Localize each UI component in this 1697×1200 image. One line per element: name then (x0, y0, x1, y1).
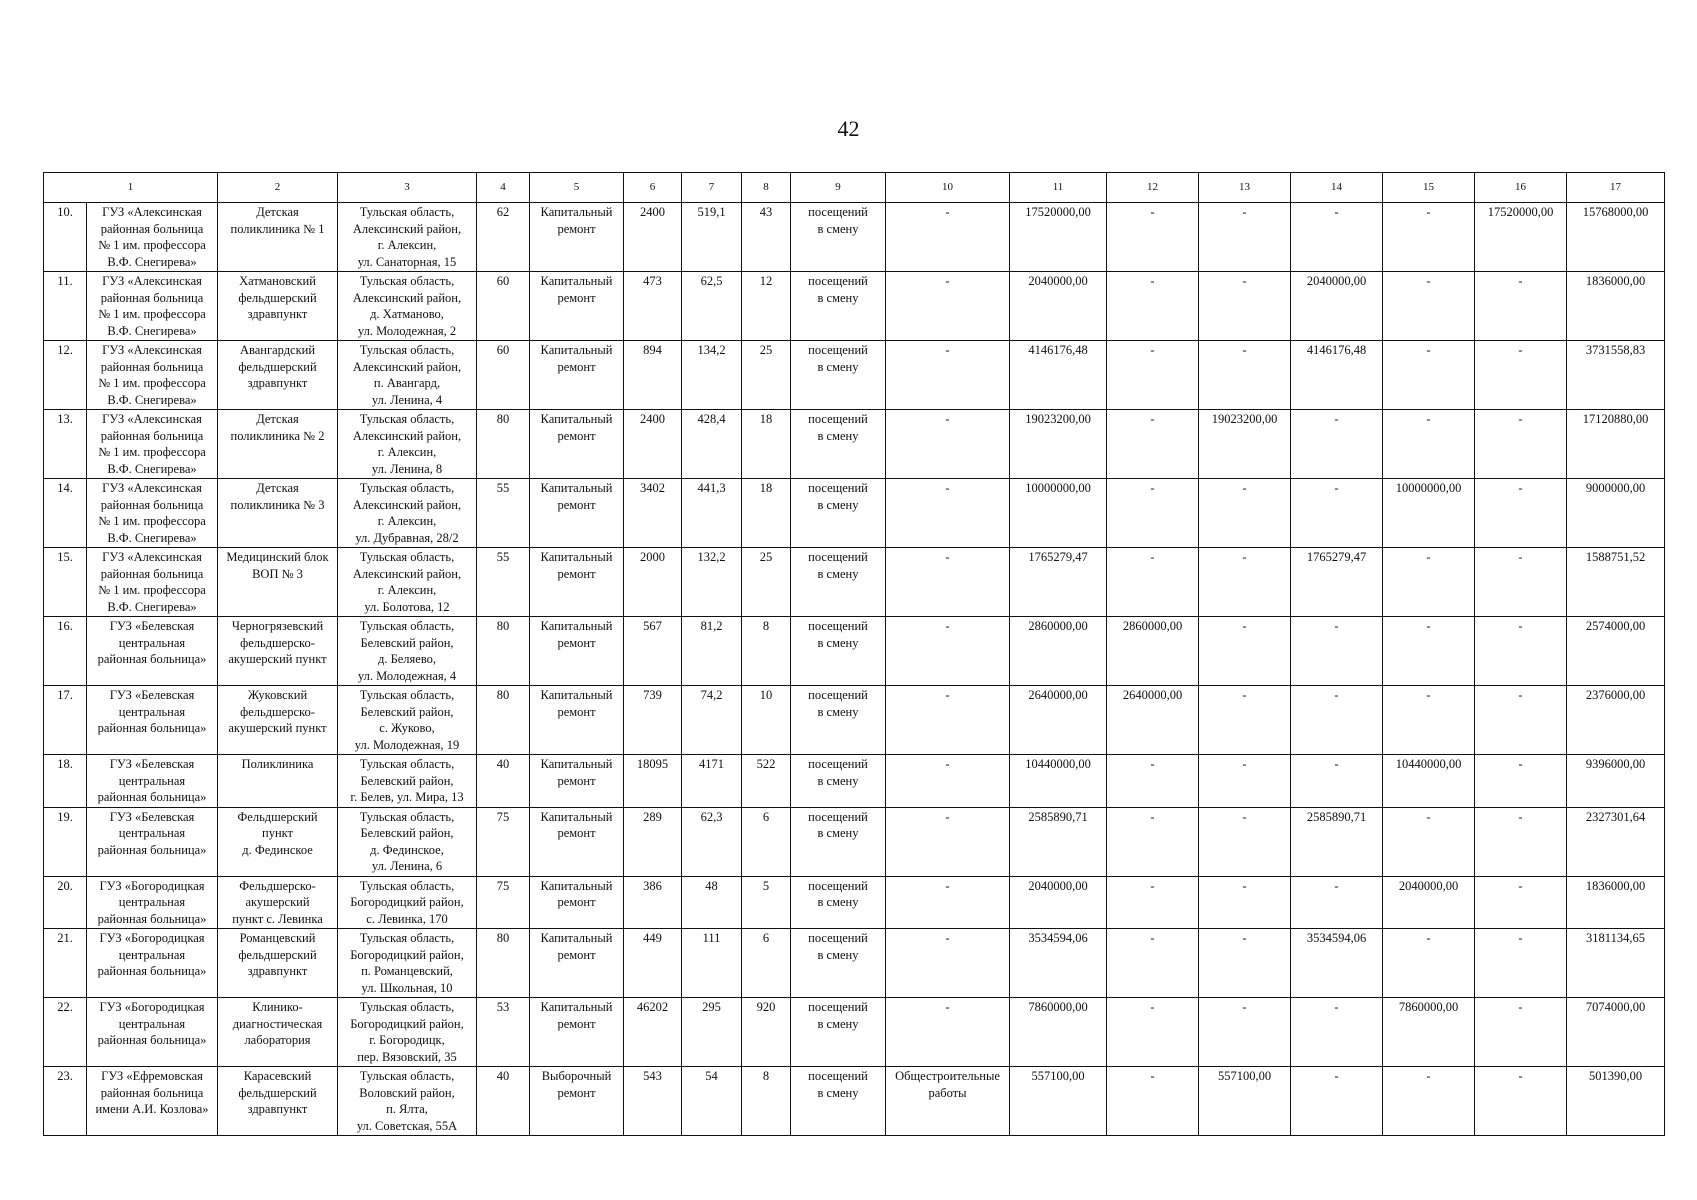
organization-cell: ГУЗ «Белевская центральная районная больница» (87, 755, 218, 808)
area-cell: 18095 (624, 755, 682, 808)
year-3-cell: - (1291, 203, 1383, 272)
area-cell: 543 (624, 1067, 682, 1136)
year-5-cell: - (1475, 1067, 1567, 1136)
year-1-cell: - (1107, 998, 1199, 1067)
column-header: 12 (1107, 173, 1199, 203)
wear-percent-cell: 80 (477, 929, 530, 998)
area-cell: 449 (624, 929, 682, 998)
wear-percent-cell: 40 (477, 1067, 530, 1136)
table-body (44, 203, 1665, 1136)
capacity-unit-cell: посещений в смену (791, 876, 886, 929)
year-2-cell: - (1199, 341, 1291, 410)
facility-cell: Авангардский фельдшерский здравпункт (218, 341, 338, 410)
work-type-cell: Капитальный ремонт (530, 755, 624, 808)
federal-share-cell: 7074000,00 (1567, 998, 1665, 1067)
capacity-unit-cell: посещений в смену (791, 548, 886, 617)
address-cell: Тульская область, Богородицкий район, с. Левинка, 170 (338, 876, 477, 929)
capacity-unit-cell: посещений в смену (791, 341, 886, 410)
column-header: 13 (1199, 173, 1291, 203)
organization-cell: ГУЗ «Алексинская районная больница № 1 им. профессора В.Ф. Снегирева» (87, 479, 218, 548)
work-kind-cell: - (886, 272, 1010, 341)
federal-share-cell: 15768000,00 (1567, 203, 1665, 272)
column-header: 6 (624, 173, 682, 203)
volume-cell: 62,5 (682, 272, 742, 341)
year-5-cell: - (1475, 272, 1567, 341)
facility-cell: Хатмановский фельдшерский здравпункт (218, 272, 338, 341)
work-type-cell: Капитальный ремонт (530, 272, 624, 341)
column-header: 14 (1291, 173, 1383, 203)
organization-cell: ГУЗ «Алексинская районная больница № 1 им. профессора В.Ф. Снегирева» (87, 410, 218, 479)
wear-percent-cell: 62 (477, 203, 530, 272)
total-cost-cell: 17520000,00 (1010, 203, 1107, 272)
year-4-cell: - (1383, 807, 1475, 876)
table-row (44, 876, 1665, 929)
wear-percent-cell: 75 (477, 807, 530, 876)
year-2-cell: - (1199, 929, 1291, 998)
year-4-cell: - (1383, 272, 1475, 341)
facility-cell: Жуковский фельдшерско- акушерский пункт (218, 686, 338, 755)
organization-cell: ГУЗ «Алексинская районная больница № 1 им. профессора В.Ф. Снегирева» (87, 341, 218, 410)
row-number-cell: 10. (44, 203, 87, 272)
volume-cell: 111 (682, 929, 742, 998)
wear-percent-cell: 80 (477, 410, 530, 479)
capacity-cell: 6 (742, 807, 791, 876)
volume-cell: 441,3 (682, 479, 742, 548)
address-cell: Тульская область, Алексинский район, г. Алексин, ул. Санаторная, 15 (338, 203, 477, 272)
wear-percent-cell: 75 (477, 876, 530, 929)
year-2-cell: - (1199, 807, 1291, 876)
wear-percent-cell: 55 (477, 548, 530, 617)
row-number-cell: 22. (44, 998, 87, 1067)
organization-cell: ГУЗ «Богородицкая центральная районная больница» (87, 998, 218, 1067)
table-header-row (44, 173, 1665, 203)
year-4-cell: - (1383, 929, 1475, 998)
address-cell: Тульская область, Белевский район, с. Жуково, ул. Молодежная, 19 (338, 686, 477, 755)
capacity-unit-cell: посещений в смену (791, 929, 886, 998)
capacity-unit-cell: посещений в смену (791, 203, 886, 272)
table-row (44, 755, 1665, 808)
total-cost-cell: 4146176,48 (1010, 341, 1107, 410)
federal-share-cell: 1836000,00 (1567, 876, 1665, 929)
organization-cell: ГУЗ «Ефремовская районная больница имени А.И. Козлова» (87, 1067, 218, 1136)
year-2-cell: - (1199, 548, 1291, 617)
total-cost-cell: 557100,00 (1010, 1067, 1107, 1136)
year-1-cell: - (1107, 548, 1199, 617)
volume-cell: 62,3 (682, 807, 742, 876)
year-5-cell: - (1475, 807, 1567, 876)
year-1-cell: - (1107, 410, 1199, 479)
address-cell: Тульская область, Богородицкий район, п. Романцевский, ул. Школьная, 10 (338, 929, 477, 998)
wear-percent-cell: 55 (477, 479, 530, 548)
organization-cell: ГУЗ «Белевская центральная районная больница» (87, 807, 218, 876)
row-number-cell: 18. (44, 755, 87, 808)
capacity-unit-cell: посещений в смену (791, 479, 886, 548)
total-cost-cell: 19023200,00 (1010, 410, 1107, 479)
total-cost-cell: 2585890,71 (1010, 807, 1107, 876)
capacity-unit-cell: посещений в смену (791, 1067, 886, 1136)
volume-cell: 81,2 (682, 617, 742, 686)
capacity-unit-cell: посещений в смену (791, 272, 886, 341)
work-kind-cell: - (886, 998, 1010, 1067)
year-4-cell: 7860000,00 (1383, 998, 1475, 1067)
row-number-cell: 14. (44, 479, 87, 548)
capacity-unit-cell: посещений в смену (791, 617, 886, 686)
year-2-cell: - (1199, 617, 1291, 686)
facility-cell: Черногрязевский фельдшерско- акушерский пункт (218, 617, 338, 686)
federal-share-cell: 3731558,83 (1567, 341, 1665, 410)
work-type-cell: Капитальный ремонт (530, 203, 624, 272)
capacity-cell: 5 (742, 876, 791, 929)
area-cell: 567 (624, 617, 682, 686)
address-cell: Тульская область, Богородицкий район, г. Богородицк, пер. Вязовский, 35 (338, 998, 477, 1067)
year-4-cell: - (1383, 341, 1475, 410)
federal-share-cell: 1836000,00 (1567, 272, 1665, 341)
area-cell: 46202 (624, 998, 682, 1067)
year-3-cell: - (1291, 998, 1383, 1067)
address-cell: Тульская область, Белевский район, д. Беляево, ул. Молодежная, 4 (338, 617, 477, 686)
capacity-unit-cell: посещений в смену (791, 755, 886, 808)
table-row (44, 410, 1665, 479)
total-cost-cell: 10000000,00 (1010, 479, 1107, 548)
volume-cell: 4171 (682, 755, 742, 808)
row-number-cell: 21. (44, 929, 87, 998)
column-header: 9 (791, 173, 886, 203)
address-cell: Тульская область, Алексинский район, г. Алексин, ул. Ленина, 8 (338, 410, 477, 479)
total-cost-cell: 3534594,06 (1010, 929, 1107, 998)
area-cell: 739 (624, 686, 682, 755)
year-4-cell: - (1383, 548, 1475, 617)
year-4-cell: - (1383, 1067, 1475, 1136)
work-type-cell: Капитальный ремонт (530, 617, 624, 686)
year-1-cell: - (1107, 876, 1199, 929)
year-3-cell: 3534594,06 (1291, 929, 1383, 998)
work-kind-cell: - (886, 686, 1010, 755)
work-type-cell: Капитальный ремонт (530, 548, 624, 617)
work-type-cell: Капитальный ремонт (530, 807, 624, 876)
capacity-cell: 920 (742, 998, 791, 1067)
work-type-cell: Капитальный ремонт (530, 998, 624, 1067)
column-header: 3 (338, 173, 477, 203)
year-2-cell: - (1199, 998, 1291, 1067)
year-1-cell: - (1107, 203, 1199, 272)
column-header: 5 (530, 173, 624, 203)
table-row (44, 686, 1665, 755)
year-5-cell: - (1475, 998, 1567, 1067)
table-row (44, 272, 1665, 341)
capacity-cell: 8 (742, 1067, 791, 1136)
address-cell: Тульская область, Воловский район, п. Ялта, ул. Советская, 55А (338, 1067, 477, 1136)
year-1-cell: - (1107, 272, 1199, 341)
year-2-cell: - (1199, 876, 1291, 929)
wear-percent-cell: 60 (477, 272, 530, 341)
capacity-cell: 10 (742, 686, 791, 755)
facility-cell: Романцевский фельдшерский здравпункт (218, 929, 338, 998)
area-cell: 2000 (624, 548, 682, 617)
column-header: 1 (44, 173, 218, 203)
federal-share-cell: 2574000,00 (1567, 617, 1665, 686)
year-5-cell: - (1475, 548, 1567, 617)
organization-cell: ГУЗ «Белевская центральная районная больница» (87, 686, 218, 755)
work-kind-cell: - (886, 807, 1010, 876)
capacity-cell: 6 (742, 929, 791, 998)
capacity-unit-cell: посещений в смену (791, 686, 886, 755)
total-cost-cell: 2860000,00 (1010, 617, 1107, 686)
organization-cell: ГУЗ «Алексинская районная больница № 1 им. профессора В.Ф. Снегирева» (87, 548, 218, 617)
year-5-cell: - (1475, 755, 1567, 808)
federal-share-cell: 2376000,00 (1567, 686, 1665, 755)
year-2-cell: - (1199, 755, 1291, 808)
row-number-cell: 23. (44, 1067, 87, 1136)
area-cell: 473 (624, 272, 682, 341)
total-cost-cell: 10440000,00 (1010, 755, 1107, 808)
table-row (44, 998, 1665, 1067)
year-3-cell: - (1291, 617, 1383, 686)
volume-cell: 54 (682, 1067, 742, 1136)
address-cell: Тульская область, Белевский район, г. Белев, ул. Мира, 13 (338, 755, 477, 808)
row-number-cell: 16. (44, 617, 87, 686)
year-3-cell: - (1291, 876, 1383, 929)
volume-cell: 132,2 (682, 548, 742, 617)
area-cell: 894 (624, 341, 682, 410)
year-3-cell: - (1291, 410, 1383, 479)
year-1-cell: - (1107, 807, 1199, 876)
year-4-cell: - (1383, 617, 1475, 686)
year-3-cell: 4146176,48 (1291, 341, 1383, 410)
row-number-cell: 11. (44, 272, 87, 341)
year-4-cell: - (1383, 686, 1475, 755)
work-kind-cell: - (886, 548, 1010, 617)
federal-share-cell: 17120880,00 (1567, 410, 1665, 479)
facility-cell: Поликлиника (218, 755, 338, 808)
year-3-cell: - (1291, 479, 1383, 548)
capacity-cell: 25 (742, 548, 791, 617)
row-number-cell: 13. (44, 410, 87, 479)
table-row (44, 807, 1665, 876)
table-row (44, 1067, 1665, 1136)
year-1-cell: - (1107, 755, 1199, 808)
address-cell: Тульская область, Белевский район, д. Фединское, ул. Ленина, 6 (338, 807, 477, 876)
work-kind-cell: Общестроительные работы (886, 1067, 1010, 1136)
page-number: 42 (837, 116, 860, 141)
year-1-cell: 2860000,00 (1107, 617, 1199, 686)
year-4-cell: 10440000,00 (1383, 755, 1475, 808)
area-cell: 289 (624, 807, 682, 876)
facility-cell: Детская поликлиника № 3 (218, 479, 338, 548)
work-kind-cell: - (886, 617, 1010, 686)
year-5-cell: - (1475, 341, 1567, 410)
year-3-cell: - (1291, 686, 1383, 755)
year-2-cell: - (1199, 272, 1291, 341)
capacity-unit-cell: посещений в смену (791, 410, 886, 479)
total-cost-cell: 7860000,00 (1010, 998, 1107, 1067)
volume-cell: 519,1 (682, 203, 742, 272)
facility-cell: Детская поликлиника № 1 (218, 203, 338, 272)
total-cost-cell: 1765279,47 (1010, 548, 1107, 617)
year-4-cell: 10000000,00 (1383, 479, 1475, 548)
year-4-cell: - (1383, 410, 1475, 479)
column-header: 7 (682, 173, 742, 203)
facility-cell: Карасевский фельдшерский здравпункт (218, 1067, 338, 1136)
federal-share-cell: 1588751,52 (1567, 548, 1665, 617)
facility-cell: Фельдшерский пункт д. Фединское (218, 807, 338, 876)
area-cell: 2400 (624, 203, 682, 272)
federal-share-cell: 9396000,00 (1567, 755, 1665, 808)
column-header: 10 (886, 173, 1010, 203)
work-type-cell: Капитальный ремонт (530, 479, 624, 548)
capacity-cell: 43 (742, 203, 791, 272)
capacity-unit-cell: посещений в смену (791, 807, 886, 876)
wear-percent-cell: 80 (477, 686, 530, 755)
table-row (44, 341, 1665, 410)
address-cell: Тульская область, Алексинский район, г. Алексин, ул. Дубравная, 28/2 (338, 479, 477, 548)
work-kind-cell: - (886, 203, 1010, 272)
total-cost-cell: 2640000,00 (1010, 686, 1107, 755)
address-cell: Тульская область, Алексинский район, г. Алексин, ул. Болотова, 12 (338, 548, 477, 617)
wear-percent-cell: 60 (477, 341, 530, 410)
column-header: 8 (742, 173, 791, 203)
data-table (43, 172, 1665, 1136)
table-row (44, 479, 1665, 548)
volume-cell: 428,4 (682, 410, 742, 479)
facility-cell: Клинико- диагностическая лаборатория (218, 998, 338, 1067)
year-1-cell: - (1107, 341, 1199, 410)
federal-share-cell: 2327301,64 (1567, 807, 1665, 876)
table-row (44, 929, 1665, 998)
column-header: 17 (1567, 173, 1665, 203)
year-3-cell: - (1291, 1067, 1383, 1136)
row-number-cell: 17. (44, 686, 87, 755)
capacity-cell: 12 (742, 272, 791, 341)
work-type-cell: Капитальный ремонт (530, 929, 624, 998)
capacity-cell: 522 (742, 755, 791, 808)
table-row (44, 617, 1665, 686)
volume-cell: 74,2 (682, 686, 742, 755)
work-kind-cell: - (886, 410, 1010, 479)
year-3-cell: - (1291, 755, 1383, 808)
work-kind-cell: - (886, 876, 1010, 929)
year-2-cell: 557100,00 (1199, 1067, 1291, 1136)
row-number-cell: 20. (44, 876, 87, 929)
volume-cell: 134,2 (682, 341, 742, 410)
year-2-cell: - (1199, 686, 1291, 755)
year-2-cell: - (1199, 203, 1291, 272)
table-row (44, 203, 1665, 272)
volume-cell: 295 (682, 998, 742, 1067)
row-number-cell: 19. (44, 807, 87, 876)
work-kind-cell: - (886, 755, 1010, 808)
facility-cell: Медицинский блок ВОП № 3 (218, 548, 338, 617)
work-type-cell: Капитальный ремонт (530, 341, 624, 410)
year-1-cell: - (1107, 1067, 1199, 1136)
capacity-cell: 25 (742, 341, 791, 410)
organization-cell: ГУЗ «Богородицкая центральная районная больница» (87, 876, 218, 929)
wear-percent-cell: 40 (477, 755, 530, 808)
year-5-cell: - (1475, 617, 1567, 686)
year-5-cell: - (1475, 410, 1567, 479)
organization-cell: ГУЗ «Алексинская районная больница № 1 им. профессора В.Ф. Снегирева» (87, 203, 218, 272)
year-4-cell: - (1383, 203, 1475, 272)
row-number-cell: 15. (44, 548, 87, 617)
row-number-cell: 12. (44, 341, 87, 410)
address-cell: Тульская область, Алексинский район, п. Авангард, ул. Ленина, 4 (338, 341, 477, 410)
total-cost-cell: 2040000,00 (1010, 876, 1107, 929)
facility-cell: Детская поликлиника № 2 (218, 410, 338, 479)
column-header: 16 (1475, 173, 1567, 203)
area-cell: 3402 (624, 479, 682, 548)
organization-cell: ГУЗ «Алексинская районная больница № 1 им. профессора В.Ф. Снегирева» (87, 272, 218, 341)
column-header: 4 (477, 173, 530, 203)
year-2-cell: - (1199, 479, 1291, 548)
year-5-cell: - (1475, 479, 1567, 548)
work-type-cell: Капитальный ремонт (530, 686, 624, 755)
address-cell: Тульская область, Алексинский район, д. Хатманово, ул. Молодежная, 2 (338, 272, 477, 341)
column-header: 11 (1010, 173, 1107, 203)
year-3-cell: 1765279,47 (1291, 548, 1383, 617)
year-2-cell: 19023200,00 (1199, 410, 1291, 479)
federal-share-cell: 9000000,00 (1567, 479, 1665, 548)
capacity-cell: 8 (742, 617, 791, 686)
year-3-cell: 2585890,71 (1291, 807, 1383, 876)
work-kind-cell: - (886, 479, 1010, 548)
year-5-cell: - (1475, 876, 1567, 929)
year-3-cell: 2040000,00 (1291, 272, 1383, 341)
area-cell: 386 (624, 876, 682, 929)
column-header: 15 (1383, 173, 1475, 203)
organization-cell: ГУЗ «Богородицкая центральная районная больница» (87, 929, 218, 998)
volume-cell: 48 (682, 876, 742, 929)
year-4-cell: 2040000,00 (1383, 876, 1475, 929)
federal-share-cell: 501390,00 (1567, 1067, 1665, 1136)
organization-cell: ГУЗ «Белевская центральная районная больница» (87, 617, 218, 686)
table-row (44, 548, 1665, 617)
work-type-cell: Капитальный ремонт (530, 410, 624, 479)
wear-percent-cell: 80 (477, 617, 530, 686)
year-1-cell: 2640000,00 (1107, 686, 1199, 755)
total-cost-cell: 2040000,00 (1010, 272, 1107, 341)
year-5-cell: 17520000,00 (1475, 203, 1567, 272)
capacity-cell: 18 (742, 410, 791, 479)
work-kind-cell: - (886, 341, 1010, 410)
area-cell: 2400 (624, 410, 682, 479)
facility-cell: Фельдшерско- акушерский пункт с. Левинка (218, 876, 338, 929)
wear-percent-cell: 53 (477, 998, 530, 1067)
capacity-unit-cell: посещений в смену (791, 998, 886, 1067)
year-1-cell: - (1107, 479, 1199, 548)
work-kind-cell: - (886, 929, 1010, 998)
year-5-cell: - (1475, 686, 1567, 755)
column-header: 2 (218, 173, 338, 203)
federal-share-cell: 3181134,65 (1567, 929, 1665, 998)
work-type-cell: Выборочный ремонт (530, 1067, 624, 1136)
year-1-cell: - (1107, 929, 1199, 998)
work-type-cell: Капитальный ремонт (530, 876, 624, 929)
year-5-cell: - (1475, 929, 1567, 998)
capacity-cell: 18 (742, 479, 791, 548)
